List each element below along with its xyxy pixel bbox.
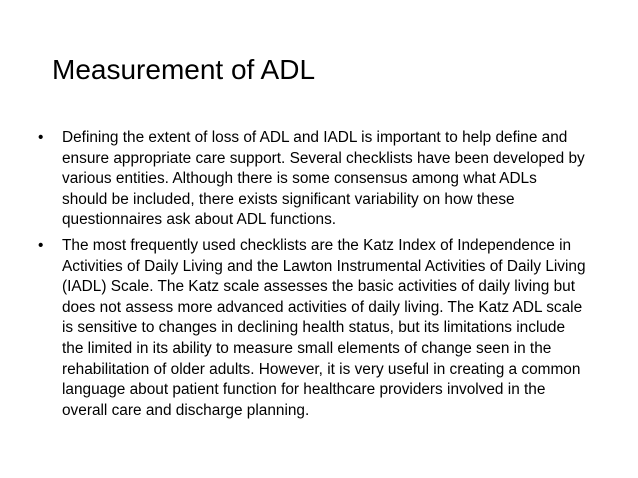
bullet-text: Defining the extent of loss of ADL and IADL is important to help define and ensure appropriate care support. Several checklists have been developed by various entities. Although there is some consensus among what ADLs should be included, there exists significant variability on how these questionnaires ask about ADL functions. bbox=[62, 129, 585, 229]
bullet-marker: • bbox=[38, 129, 44, 146]
bullet-text: The most frequently used checklists are the Katz Index of Independence in Activities of Daily Living and the Lawton Instrumental Activities of Daily Living (IADL) Scale. The Katz scale assesses the basic activities of daily living but does not assess more advanced activities of daily living. The Katz ADL scale is sensitive to changes in declining health status, but its limitations include the limited in its ability to measure small elements of change seen in the rehabilitation of older adults. However, it is very useful in creating a common language about patient function for healthcare providers involved in the overall care and discharge planning. bbox=[62, 236, 586, 419]
slide-title: Measurement of ADL bbox=[52, 54, 316, 85]
bullet-item bbox=[38, 128, 586, 231]
bullet-marker: • bbox=[38, 236, 44, 254]
bullet-list bbox=[38, 128, 586, 426]
bullet-item bbox=[38, 236, 586, 421]
